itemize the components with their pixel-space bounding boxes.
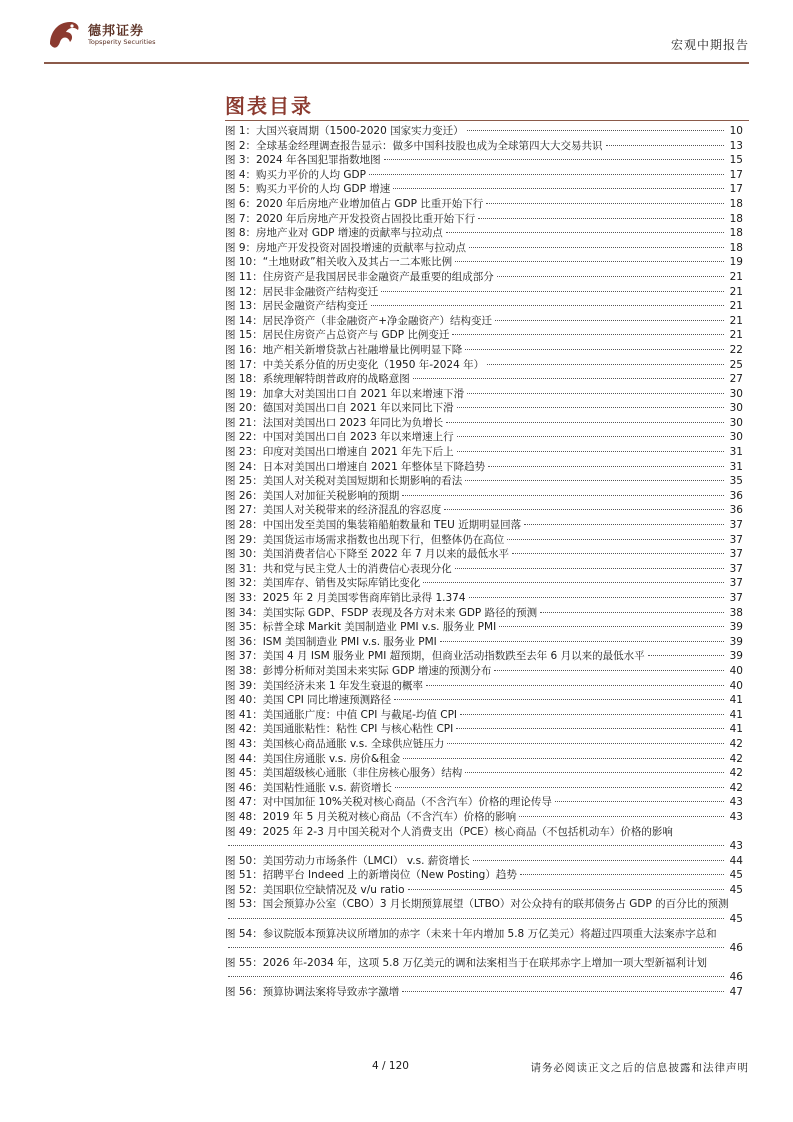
toc-entry-page: 27 (729, 373, 743, 386)
toc-entry-page: 36 (729, 489, 743, 502)
toc-entry[interactable] (225, 212, 743, 227)
toc-entry[interactable] (225, 562, 743, 577)
toc-entry-page: 21 (729, 300, 743, 313)
toc-entry-label: 图 42：美国通胀粘性：粘性 CPI 与核心粘性 CPI (225, 723, 454, 736)
toc-entry-label: 图 2：全球基金经理调查报告显示：做多中国科技股也成为全球第四大大交易共识 (225, 139, 603, 152)
dragon-logo-icon (44, 14, 84, 54)
toc-entry-page: 13 (729, 139, 743, 152)
toc-entry-page: 30 (729, 431, 743, 444)
toc-entry-page: 43 (729, 796, 743, 809)
report-type: 宏观中期报告 (670, 38, 749, 52)
toc-entry-page: 30 (729, 387, 743, 400)
toc-leader-dots (447, 743, 724, 744)
toc-leader-dots (423, 582, 724, 583)
toc-entry-page: 42 (729, 781, 743, 794)
toc-leader-dots (426, 685, 724, 686)
toc-entry-page: 31 (729, 446, 743, 459)
toc-entry-page: 42 (729, 752, 743, 765)
toc-entry[interactable] (225, 270, 743, 285)
toc-entry-page: 42 (729, 737, 743, 750)
toc-entry[interactable] (225, 533, 743, 548)
toc-entry-page: 42 (729, 767, 743, 780)
toc-leader-dots (520, 874, 724, 875)
toc-leader-dots (469, 247, 724, 248)
toc-entry[interactable] (225, 883, 743, 898)
toc-entry-label: 图 55：2026 年-2034 年，这项 5.8 万亿美元的调和法案相当于在联邦赤字上增加一项大型新福利计划 (225, 956, 707, 969)
toc-leader-dots (457, 407, 724, 408)
toc-entry-label: 图 40：美国 CPI 同比增速预测路径 (225, 694, 392, 707)
toc-leader-dots (507, 539, 724, 540)
toc-entry-page: 38 (729, 606, 743, 619)
toc-entry[interactable] (225, 722, 743, 737)
toc-leader-dots (499, 626, 724, 627)
toc-entry[interactable] (225, 314, 743, 329)
toc-entry[interactable] (225, 168, 743, 183)
toc-entry-label: 图 13：居民金融资产结构变迁 (225, 300, 368, 313)
page-footer (0, 1060, 749, 1080)
toc-leader-dots (228, 947, 724, 948)
toc-entry-label: 图 19：加拿大对美国出口自 2021 年以来增速下滑 (225, 387, 465, 400)
toc-leader-dots (228, 976, 724, 977)
toc-entry-page: 21 (729, 285, 743, 298)
toc-leader-dots (457, 436, 724, 437)
toc-leader-dots (395, 787, 724, 788)
toc-entry[interactable] (225, 649, 743, 664)
toc-leader-dots (413, 378, 724, 379)
toc-leader-dots (455, 261, 724, 262)
toc-leader-dots (452, 334, 724, 335)
toc-leader-dots (393, 188, 724, 189)
toc-leader-dots (402, 495, 724, 496)
toc-entry[interactable] (225, 547, 743, 562)
toc-entry[interactable] (225, 299, 743, 314)
toc-leader-dots (519, 816, 724, 817)
toc-entry-label: 图 16：地产相关新增贷款占社融增量比例明显下降 (225, 343, 463, 356)
toc-entry-label: 图 48：2019 年 5 月关税对核心商品（不含汽车）价格的影响 (225, 810, 517, 823)
toc-entry[interactable] (225, 139, 743, 154)
toc-entry-label: 图 3：2024 年各国犯罪指数地图 (225, 154, 381, 167)
toc-leader-dots (487, 364, 724, 365)
toc-entry[interactable] (225, 576, 743, 591)
toc-entry-label: 图 1：大国兴衰周期（1500-2020 国家实力变迁） (225, 125, 464, 137)
toc-entry[interactable] (225, 664, 743, 679)
toc-entry[interactable] (225, 854, 743, 869)
figure-list (225, 124, 743, 1000)
toc-entry-label: 图 9：房地产开发投资对固投增速的贡献率与拉动点 (225, 241, 467, 254)
toc-entry-page: 44 (729, 854, 743, 867)
toc-entry-label: 图 4：购买力平价的人均 GDP (225, 168, 366, 181)
toc-leader-dots (228, 845, 724, 846)
toc-entry-page: 37 (729, 548, 743, 561)
toc-leader-dots (384, 159, 724, 160)
toc-entry-label: 图 36：ISM 美国制造业 PMI v.s. 服务业 PMI (225, 635, 437, 648)
toc-entry[interactable] (225, 153, 743, 168)
toc-entry[interactable] (225, 897, 743, 926)
toc-leader-dots (648, 655, 724, 656)
toc-leader-dots (381, 291, 724, 292)
toc-entry-page: 21 (729, 270, 743, 283)
toc-leader-dots (495, 320, 724, 321)
toc-leader-dots (494, 670, 724, 671)
toc-entry[interactable] (225, 328, 743, 343)
toc-entry-page: 19 (729, 256, 743, 269)
toc-entry-page: 25 (729, 358, 743, 371)
toc-entry-page: 17 (729, 183, 743, 196)
toc-entry[interactable] (225, 474, 743, 489)
toc-entry-page: 40 (729, 679, 743, 692)
toc-entry[interactable] (225, 285, 743, 300)
toc-leader-dots (540, 612, 724, 613)
toc-entry-label: 图 50：美国劳动力市场条件（LMCI） v.s. 薪资增长 (225, 854, 470, 867)
toc-entry-label: 图 56：预算协调法案将导致赤字激增 (225, 986, 400, 999)
toc-entry-page: 18 (729, 212, 743, 225)
toc-leader-dots (486, 203, 724, 204)
toc-leader-dots (460, 714, 724, 715)
toc-entry-page: 39 (729, 650, 743, 663)
toc-entry-label: 图 34：美国实际 GDP、FSDP 表现及各方对未来 GDP 路径的预测 (225, 606, 538, 619)
toc-entry-page: 47 (729, 986, 743, 999)
toc-entry-label: 图 46：美国粘性通胀 v.s. 薪资增长 (225, 781, 392, 794)
toc-entry-label: 图 43：美国核心商品通胀 v.s. 全球供应链压力 (225, 737, 445, 750)
toc-entry-label: 图 44：美国住房通胀 v.s. 房价&租金 (225, 752, 401, 765)
toc-entry-label: 图 23：印度对美国出口增速自 2021 年先下后上 (225, 446, 454, 459)
toc-leader-dots (473, 860, 724, 861)
toc-title: 图表目录 (225, 94, 313, 118)
toc-entry-label: 图 6：2020 年后房地产业增加值占 GDP 比重开始下行 (225, 197, 484, 210)
toc-entry-page: 37 (729, 592, 743, 604)
toc-entry-label: 图 31：共和党与民主党人士的消费信心表现分化 (225, 562, 452, 575)
toc-entry-page: 31 (729, 460, 743, 473)
toc-entry[interactable] (225, 430, 743, 445)
toc-entry[interactable] (225, 781, 743, 796)
header-divider (44, 62, 749, 64)
toc-leader-dots (469, 597, 724, 598)
toc-entry[interactable] (225, 591, 743, 606)
toc-entry[interactable] (225, 372, 743, 387)
toc-leader-dots (408, 889, 725, 890)
toc-entry-label: 图 20：德国对美国出口自 2021 年以来同比下滑 (225, 402, 454, 415)
toc-leader-dots (369, 174, 724, 175)
toc-entry[interactable] (225, 620, 743, 635)
toc-entry[interactable] (225, 679, 743, 694)
toc-entry[interactable] (225, 825, 743, 854)
toc-entry-page: 45 (729, 883, 743, 896)
toc-entry-page: 40 (729, 664, 743, 677)
toc-leader-dots (457, 451, 724, 452)
toc-entry-page: 37 (729, 562, 743, 575)
toc-entry-label: 图 41：美国通胀广度：中值 CPI 与截尾-均值 CPI (225, 708, 458, 721)
toc-entry[interactable] (225, 985, 743, 1000)
toc-entry-label: 图 29：美国货运市场需求指数也出现下行，但整体仍在高位 (225, 533, 505, 546)
toc-entry[interactable] (225, 387, 743, 402)
toc-entry-label: 图 35：标普全球 Markit 美国制造业 PMI v.s. 服务业 PMI (225, 621, 497, 634)
toc-entry-page: 36 (729, 504, 743, 517)
toc-entry-label: 图 17：中美关系分值的历史变化（1950 年-2024 年） (225, 358, 485, 371)
toc-entry-page: 46 (729, 971, 743, 984)
toc-entry[interactable] (225, 868, 743, 883)
toc-leader-dots (456, 728, 724, 729)
toc-entry[interactable] (225, 956, 743, 985)
toc-leader-dots (403, 758, 724, 759)
toc-entry-label: 图 49：2025 年 2-3 月中国关税对个人消费支出（PCE）核心商品（不包括机动车）价格的影响 (225, 825, 673, 838)
brand-name-en: Topsperity Securities (88, 38, 156, 46)
toc-entry-label: 图 27：美国人对关税带来的经济混乱的容忍度 (225, 504, 442, 517)
toc-entry[interactable] (225, 708, 743, 723)
toc-entry[interactable] (225, 197, 743, 212)
toc-entry-label: 图 22：中国对美国出口自 2023 年以来增速上行 (225, 431, 454, 444)
toc-entry-label: 图 25：美国人对关税对美国短期和长期影响的看法 (225, 475, 463, 488)
toc-entry-label: 图 54：参议院版本预算决议所增加的赤字（未来十年内增加 5.8 万亿美元）将超过四项重大法案赤字总和 (225, 927, 717, 940)
toc-entry[interactable] (225, 416, 743, 431)
toc-entry[interactable] (225, 445, 743, 460)
toc-entry[interactable] (225, 343, 743, 358)
page-number: 4 / 120 (372, 1060, 409, 1072)
toc-entry[interactable] (225, 226, 743, 241)
toc-entry-page: 41 (729, 723, 743, 736)
toc-entry[interactable] (225, 460, 743, 475)
toc-leader-dots (446, 422, 724, 423)
toc-entry-page: 46 (729, 942, 743, 955)
toc-entry-label: 图 18：系统理解特朗普政府的战略意图 (225, 373, 410, 386)
toc-entry-page: 18 (729, 241, 743, 254)
brand-name: 德邦证券 (88, 24, 145, 39)
toc-entry-label: 图 10：“土地财政”相关收入及其占一二本账比例 (225, 256, 453, 269)
legal-disclaimer: 请务必阅读正文之后的信息披露和法律声明 (530, 1062, 749, 1074)
toc-entry[interactable] (225, 401, 743, 416)
toc-leader-dots (446, 232, 724, 233)
toc-entry-label: 图 51：招聘平台 Indeed 上的新增岗位（New Posting）趋势 (225, 869, 517, 882)
toc-leader-dots (478, 218, 724, 219)
toc-entry-page: 41 (729, 694, 743, 707)
page-header (44, 14, 749, 62)
toc-entry-page: 10 (729, 125, 743, 137)
toc-entry-page: 21 (729, 329, 743, 342)
toc-entry[interactable] (225, 358, 743, 373)
toc-entry-label: 图 5：购买力平价的人均 GDP 增速 (225, 183, 391, 196)
toc-leader-dots (606, 145, 724, 146)
toc-leader-dots (444, 509, 724, 510)
toc-entry-label: 图 7：2020 年后房地产开发投资占固投比重开始下行 (225, 212, 476, 225)
toc-entry-label: 图 14：居民净资产（非金融资产+净金融资产）结构变迁 (225, 314, 492, 327)
toc-entry-page: 18 (729, 197, 743, 210)
toc-entry-label: 图 26：美国人对加征关税影响的预期 (225, 489, 400, 502)
toc-entry-page: 43 (729, 840, 743, 853)
toc-entry-page: 15 (729, 154, 743, 167)
toc-entry-page: 30 (729, 402, 743, 415)
toc-entry-page: 39 (729, 635, 743, 648)
toc-entry-page: 37 (729, 519, 743, 532)
toc-leader-dots (394, 699, 724, 700)
toc-entry-page: 39 (729, 621, 743, 634)
toc-entry-page: 45 (729, 869, 743, 882)
toc-entry-label: 图 8：房地产业对 GDP 增速的贡献率与拉动点 (225, 227, 443, 240)
toc-entry-label: 图 52：美国职位空缺情况及 v/u ratio (225, 883, 405, 896)
toc-leader-dots (465, 349, 724, 350)
toc-entry-label: 图 53：国会预算办公室（CBO）3 月长期预算展望（LTBO）对公众持有的联邦债务占 GDP 的百分比的预测 (225, 898, 729, 911)
toc-entry-page: 35 (729, 475, 743, 488)
toc-entry-label: 图 32：美国库存、销售及实际库销比变化 (225, 577, 421, 590)
toc-entry[interactable] (225, 795, 743, 810)
toc-entry-page: 18 (729, 227, 743, 240)
toc-leader-dots (497, 276, 724, 277)
toc-leader-dots (465, 480, 724, 481)
toc-entry-label: 图 24：日本对美国出口增速自 2021 年整体呈下降趋势 (225, 460, 486, 473)
toc-entry[interactable] (225, 255, 743, 270)
toc-entry-page: 30 (729, 416, 743, 429)
toc-entry[interactable] (225, 489, 743, 504)
toc-entry-label: 图 47：对中国加征 10%关税对核心商品（不含汽车）价格的理论传导 (225, 796, 552, 809)
toc-entry[interactable] (225, 503, 743, 518)
toc-leader-dots (228, 918, 724, 919)
toc-entry-page: 21 (729, 314, 743, 327)
toc-entry-page: 22 (729, 343, 743, 356)
toc-leader-dots (512, 553, 724, 554)
toc-entry-label: 图 38：彭博分析师对美国未来实际 GDP 增速的预测分布 (225, 664, 492, 677)
toc-entry-label: 图 39：美国经济未来 1 年发生衰退的概率 (225, 679, 424, 692)
toc-entry-label: 图 15：居民住房资产占总资产与 GDP 比例变迁 (225, 329, 450, 342)
toc-entry-page: 45 (729, 913, 743, 926)
toc-leader-dots (371, 305, 724, 306)
toc-entry[interactable] (225, 635, 743, 650)
toc-entry[interactable] (225, 737, 743, 752)
toc-leader-dots (455, 568, 724, 569)
toc-entry-label: 图 11：住房资产是我国居民非金融资产最重要的组成部分 (225, 270, 494, 283)
toc-leader-dots (465, 772, 724, 773)
toc-leader-dots (555, 801, 724, 802)
toc-title-divider (225, 120, 749, 121)
toc-entry[interactable] (225, 810, 743, 825)
toc-leader-dots (467, 393, 724, 394)
toc-entry-label: 图 45：美国超级核心通胀（非住房核心服务）结构 (225, 767, 463, 780)
toc-entry-label: 图 28：中国出发至美国的集装箱船舶数量和 TEU 近期明显回落 (225, 519, 522, 532)
toc-entry[interactable] (225, 241, 743, 256)
toc-entry-page: 37 (729, 533, 743, 546)
toc-leader-dots (488, 466, 724, 467)
toc-entry[interactable] (225, 182, 743, 197)
toc-entry[interactable] (225, 124, 743, 139)
toc-entry-label: 图 30：美国消费者信心下降至 2022 年 7 月以来的最低水平 (225, 548, 509, 561)
toc-leader-dots (467, 130, 724, 131)
toc-entry[interactable] (225, 752, 743, 767)
toc-entry[interactable] (225, 606, 743, 621)
toc-entry-label: 图 12：居民非金融资产结构变迁 (225, 285, 379, 298)
toc-entry-label: 图 21：法国对美国出口 2023 年同比为负增长 (225, 416, 444, 429)
toc-entry[interactable] (225, 766, 743, 781)
toc-entry-label: 图 33：2025 年 2 月美国零售商库销比录得 1.374 (225, 592, 466, 604)
toc-entry-page: 43 (729, 810, 743, 823)
toc-entry[interactable] (225, 693, 743, 708)
toc-entry[interactable] (225, 518, 743, 533)
toc-entry-page: 37 (729, 577, 743, 590)
toc-entry-page: 41 (729, 708, 743, 721)
toc-leader-dots (524, 524, 724, 525)
toc-leader-dots (440, 641, 724, 642)
toc-entry[interactable] (225, 927, 743, 956)
toc-leader-dots (402, 991, 724, 992)
toc-entry-label: 图 37：美国 4 月 ISM 服务业 PMI 超预期，但商业活动指数跌至去年 6 月以来的最低水平 (225, 650, 645, 663)
toc-entry-page: 17 (729, 168, 743, 181)
